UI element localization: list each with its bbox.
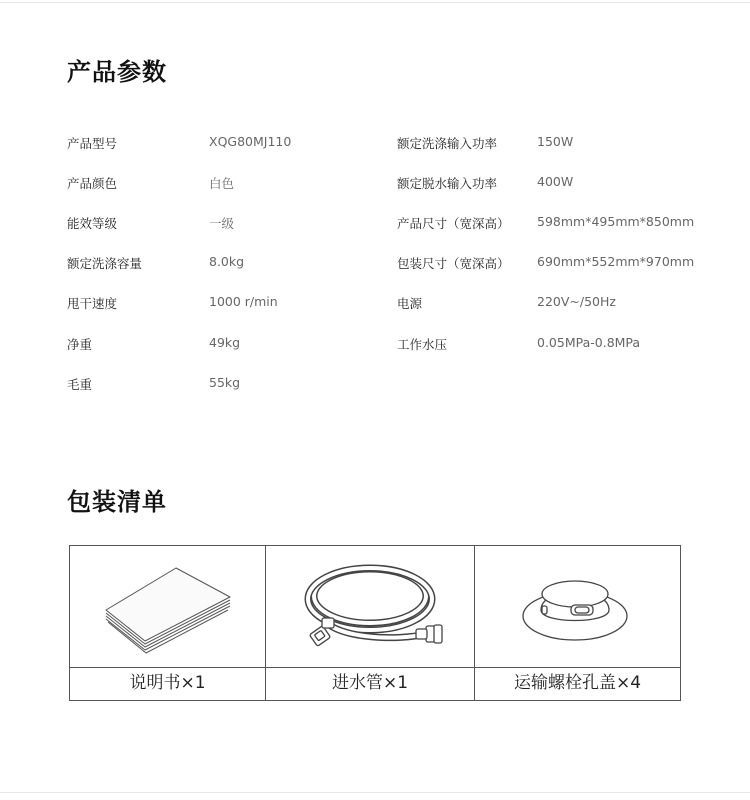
pack-item-label: 运输螺栓孔盖×4: [475, 667, 680, 700]
spec-value: 598mm*495mm*850mm: [537, 214, 695, 229]
spec-label: 产品颜色: [67, 176, 118, 191]
spec-label: 额定脱水输入功率: [397, 176, 498, 191]
spec-value: 8.0kg: [209, 254, 245, 269]
spec-label: 产品型号: [67, 136, 118, 151]
top-divider: [0, 2, 750, 3]
spec-value: 690mm*552mm*970mm: [537, 254, 695, 269]
spec-label: 毛重: [67, 377, 93, 392]
manual-booklet-icon: [70, 546, 265, 667]
spec-value: 1000 r/min: [209, 294, 278, 309]
pack-item: [475, 546, 680, 700]
inlet-hose-icon: [266, 546, 474, 667]
spec-value: 400W: [537, 174, 574, 189]
spec-label: 包装尺寸（宽深高）: [397, 256, 510, 271]
spec-value: 一级: [209, 216, 235, 231]
spec-label: 额定洗涤输入功率: [397, 136, 498, 151]
spec-label: 产品尺寸（宽深高）: [397, 216, 510, 231]
spec-label: 工作水压: [397, 337, 448, 352]
spec-value: 0.05MPa-0.8MPa: [537, 335, 641, 350]
params-section-title: 产品参数: [67, 58, 167, 86]
package-list-table: [69, 545, 681, 701]
spec-value: 55kg: [209, 375, 241, 390]
spec-label: 能效等级: [67, 216, 118, 231]
bolt-hole-cover-icon: [475, 546, 680, 667]
pack-item: [70, 546, 266, 700]
spec-value: 150W: [537, 134, 574, 149]
spec-value: XQG80MJ110: [209, 134, 292, 149]
spec-value: 白色: [209, 176, 235, 191]
spec-value: 220V~/50Hz: [537, 294, 616, 309]
pack-item-label: 进水管×1: [266, 667, 474, 700]
pack-item-label: 说明书×1: [70, 667, 265, 700]
spec-value: 49kg: [209, 335, 241, 350]
pack-section-title: 包装清单: [67, 488, 167, 516]
spec-label: 电源: [397, 296, 423, 311]
pack-item: [266, 546, 475, 700]
spec-label: 净重: [67, 337, 93, 352]
spec-label: 甩干速度: [67, 296, 118, 311]
spec-label: 额定洗涤容量: [67, 256, 143, 271]
bottom-divider: [0, 792, 750, 793]
